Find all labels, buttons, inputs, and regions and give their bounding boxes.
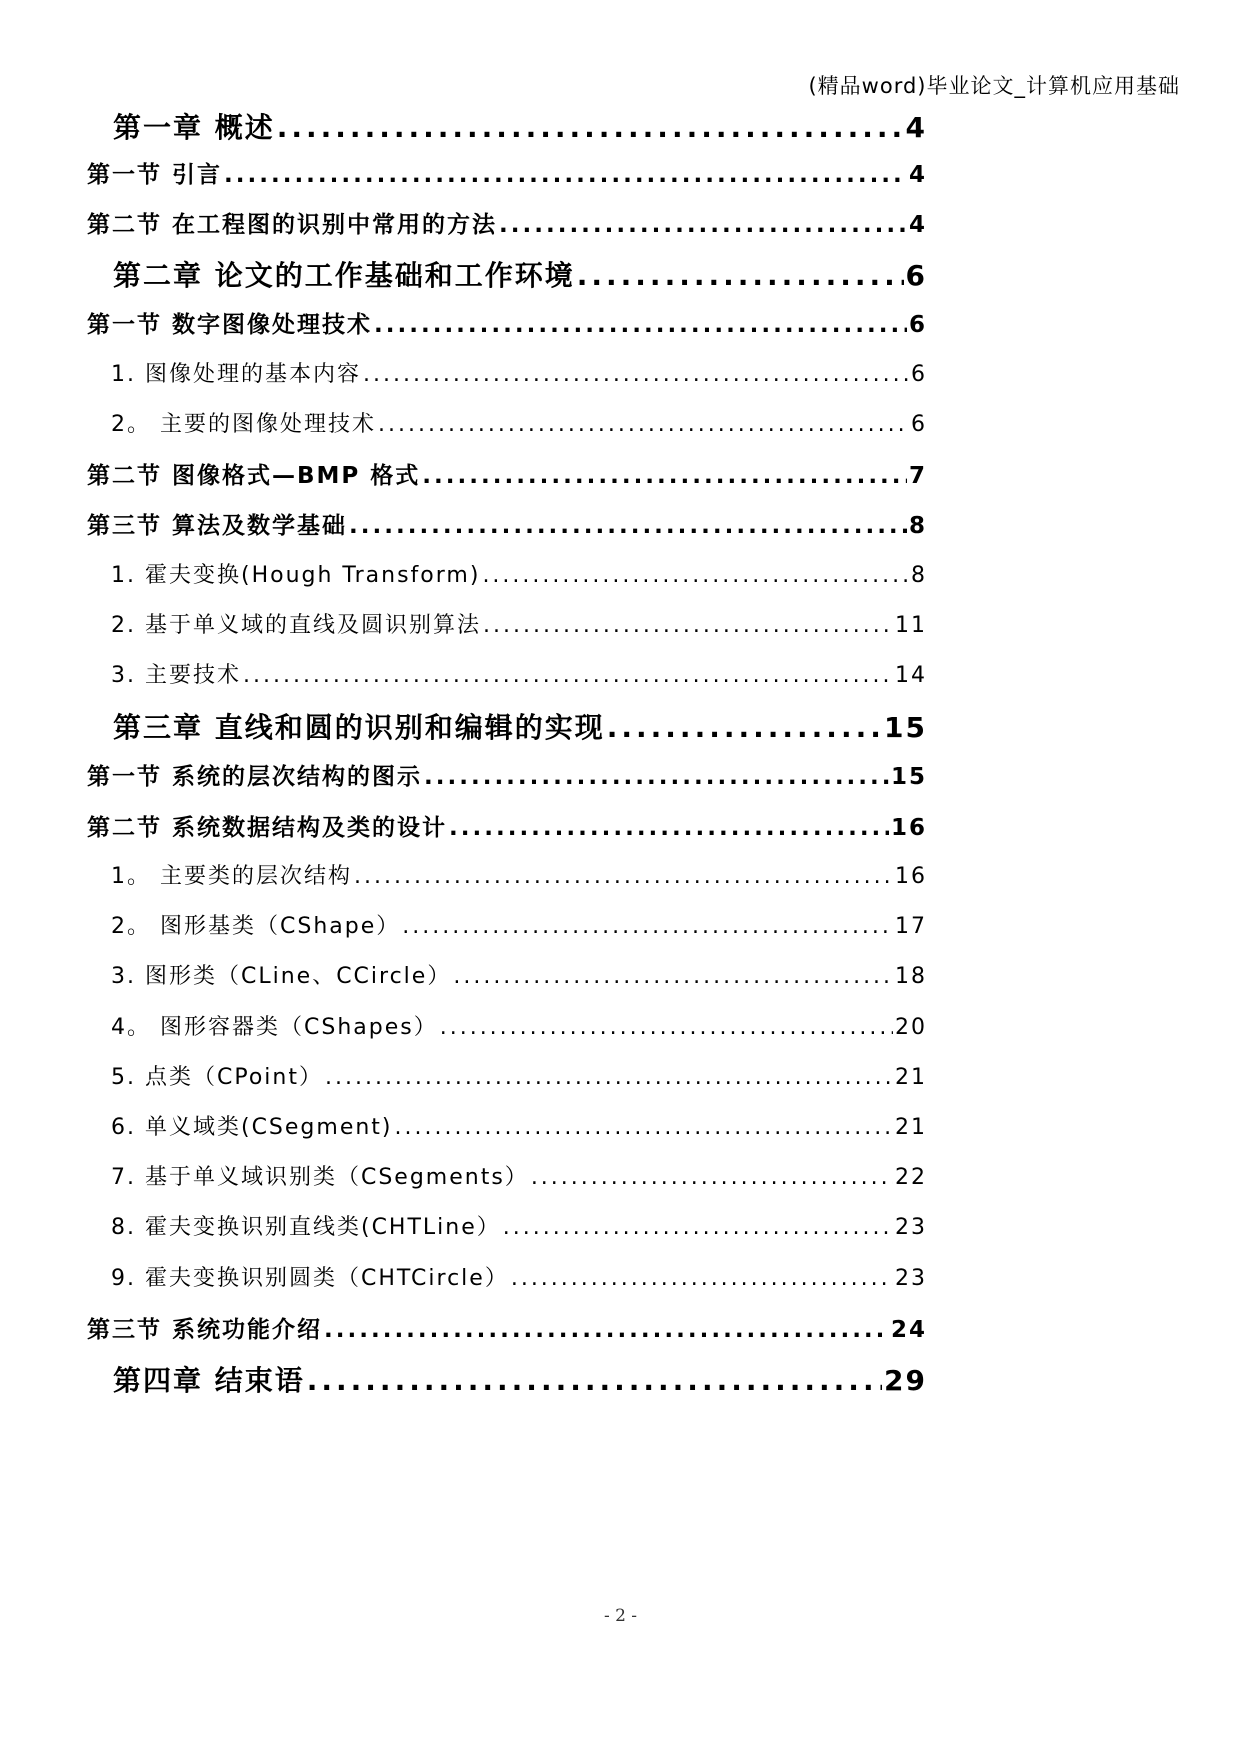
toc-entry-item[interactable] bbox=[111, 959, 927, 990]
toc-entry-page: 18 bbox=[895, 964, 927, 989]
toc-entry-page: 11 bbox=[895, 613, 927, 638]
toc-entry-label: 6. 单义域类(CSegment) bbox=[111, 1115, 393, 1140]
toc-entry-section[interactable] bbox=[87, 1311, 927, 1344]
toc-entry-page: 21 bbox=[895, 1115, 927, 1140]
toc-entry-item[interactable] bbox=[111, 407, 927, 438]
toc-entry-item[interactable] bbox=[111, 909, 927, 940]
toc-entry-label: 第二节 在工程图的识别中常用的方法 bbox=[87, 212, 498, 238]
toc-entry-section[interactable] bbox=[87, 457, 927, 490]
toc-entry-label: 第一节 数字图像处理技术 bbox=[87, 312, 373, 338]
toc-entry-item[interactable] bbox=[111, 558, 927, 589]
toc-entry-page: 20 bbox=[895, 1015, 927, 1040]
dot-leader bbox=[453, 964, 893, 989]
toc-entry-page: 21 bbox=[895, 1065, 927, 1090]
dot-leader bbox=[440, 1015, 893, 1040]
toc-entry-page: 14 bbox=[895, 663, 927, 688]
toc-entry-label: 5. 点类（CPoint） bbox=[111, 1065, 323, 1090]
toc-entry-label: 2。 图形基类（CShape） bbox=[111, 914, 401, 939]
toc-entry-label: 3. 图形类（CLine、CCircle） bbox=[111, 964, 452, 989]
toc-entry-label: 第一节 引言 bbox=[87, 162, 223, 188]
page-number: - 2 - bbox=[603, 1606, 638, 1626]
toc-entry-chapter-3[interactable] bbox=[113, 706, 927, 746]
dot-leader bbox=[307, 1364, 882, 1397]
toc-entry-item[interactable] bbox=[111, 1060, 927, 1091]
toc-entry-page: 6 bbox=[911, 362, 927, 387]
toc-entry-page: 4 bbox=[908, 162, 927, 188]
toc-entry-item[interactable] bbox=[111, 1110, 927, 1141]
toc-entry-page: 6 bbox=[905, 259, 927, 292]
toc-entry-page: 6 bbox=[911, 412, 927, 437]
toc-entry-page: 7 bbox=[908, 463, 927, 489]
toc-entry-item[interactable] bbox=[111, 859, 927, 890]
toc-entry-page: 15 bbox=[890, 764, 927, 790]
dot-leader bbox=[224, 162, 907, 188]
toc-entry-page: 22 bbox=[895, 1165, 927, 1190]
toc-entry-label: 第二节 系统数据结构及类的设计 bbox=[87, 815, 448, 841]
dot-leader bbox=[277, 111, 904, 144]
toc-entry-label: 第三章 直线和圆的识别和编辑的实现 bbox=[113, 711, 605, 744]
dot-leader bbox=[531, 1165, 893, 1190]
toc-entry-label: 第四章 结束语 bbox=[113, 1364, 305, 1397]
toc-entry-page: 8 bbox=[908, 513, 927, 539]
running-header: (精品word)毕业论文_计算机应用基础 bbox=[808, 74, 1180, 98]
toc-entry-page: 16 bbox=[895, 864, 927, 889]
dot-leader bbox=[503, 1215, 893, 1240]
toc-entry-label: 第三节 算法及数学基础 bbox=[87, 513, 348, 539]
dot-leader bbox=[363, 362, 909, 387]
toc-entry-label: 1. 霍夫变换(Hough Transform) bbox=[111, 563, 481, 588]
toc-entry-item[interactable] bbox=[111, 357, 927, 388]
toc-entry-label: 第二章 论文的工作基础和工作环境 bbox=[113, 259, 575, 292]
toc-entry-item[interactable] bbox=[111, 1210, 927, 1241]
toc-entry-section[interactable] bbox=[87, 306, 927, 339]
toc-entry-label: 7. 基于单义域识别类（CSegments） bbox=[111, 1165, 529, 1190]
toc-entry-label: 1。 主要类的层次结构 bbox=[111, 864, 352, 889]
dot-leader bbox=[449, 815, 889, 841]
dot-leader bbox=[402, 914, 893, 939]
dot-leader bbox=[378, 412, 909, 437]
dot-leader bbox=[374, 312, 907, 338]
toc-entry-item[interactable] bbox=[111, 1160, 927, 1191]
toc-entry-page: 23 bbox=[895, 1215, 927, 1240]
toc-entry-chapter-4[interactable] bbox=[113, 1359, 927, 1399]
toc-entry-label: 1. 图像处理的基本内容 bbox=[111, 362, 361, 387]
toc-entry-page: 17 bbox=[895, 914, 927, 939]
dot-leader bbox=[483, 613, 893, 638]
toc-entry-item[interactable] bbox=[111, 608, 927, 639]
toc-entry-item[interactable] bbox=[111, 1010, 927, 1041]
toc-entry-section[interactable] bbox=[87, 206, 927, 239]
dot-leader bbox=[511, 1266, 893, 1291]
dot-leader bbox=[395, 1115, 893, 1140]
toc-entry-page: 4 bbox=[905, 111, 927, 144]
toc-entry-chapter-1[interactable] bbox=[113, 106, 927, 146]
toc-entry-label: 2. 基于单义域的直线及圆识别算法 bbox=[111, 613, 481, 638]
toc-entry-page: 8 bbox=[911, 563, 927, 588]
toc-entry-section[interactable] bbox=[87, 507, 927, 540]
toc-entry-page: 4 bbox=[908, 212, 927, 238]
toc-entry-label: 第三节 系统功能介绍 bbox=[87, 1317, 323, 1343]
dot-leader bbox=[349, 513, 907, 539]
toc-entry-page: 24 bbox=[890, 1317, 927, 1343]
toc-entry-page: 15 bbox=[884, 711, 927, 744]
dot-leader bbox=[243, 663, 893, 688]
toc-entry-label: 8. 霍夫变换识别直线类(CHTLine） bbox=[111, 1215, 501, 1240]
dot-leader bbox=[607, 711, 882, 744]
toc-entry-label: 第二节 图像格式—BMP 格式 bbox=[87, 463, 421, 489]
dot-leader bbox=[325, 1065, 893, 1090]
toc-entry-page: 29 bbox=[884, 1364, 927, 1397]
toc-entry-page: 6 bbox=[908, 312, 927, 338]
dot-leader bbox=[499, 212, 907, 238]
toc-entry-page: 23 bbox=[895, 1266, 927, 1291]
dot-leader bbox=[324, 1317, 889, 1343]
toc-entry-label: 2。 主要的图像处理技术 bbox=[111, 412, 376, 437]
toc-entry-label: 4。 图形容器类（CShapes） bbox=[111, 1015, 438, 1040]
dot-leader bbox=[424, 764, 889, 790]
dot-leader bbox=[482, 563, 909, 588]
toc-entry-page: 16 bbox=[890, 815, 927, 841]
toc-entry-section[interactable] bbox=[87, 758, 927, 791]
toc-entry-label: 9. 霍夫变换识别圆类（CHTCircle） bbox=[111, 1266, 509, 1291]
toc-entry-section[interactable] bbox=[87, 156, 927, 189]
toc-entry-chapter-2[interactable] bbox=[113, 254, 927, 294]
dot-leader bbox=[577, 259, 904, 292]
toc-entry-label: 3. 主要技术 bbox=[111, 663, 241, 688]
toc-entry-item[interactable] bbox=[111, 658, 927, 689]
dot-leader bbox=[422, 463, 907, 489]
dot-leader bbox=[354, 864, 893, 889]
toc-entry-item[interactable] bbox=[111, 1261, 927, 1292]
toc-entry-section[interactable] bbox=[87, 809, 927, 842]
toc-entry-label: 第一节 系统的层次结构的图示 bbox=[87, 764, 423, 790]
toc-entry-label: 第一章 概述 bbox=[113, 111, 275, 144]
